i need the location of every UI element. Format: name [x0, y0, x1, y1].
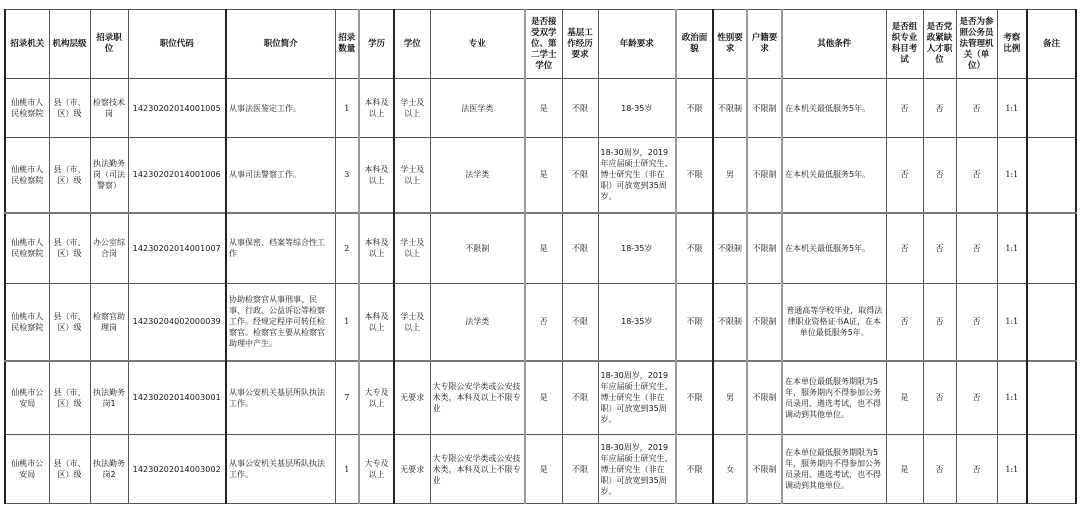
cell-agency: 仙桃市人民检察院 — [5, 138, 49, 213]
cell-double-degree: 是 — [525, 361, 562, 435]
header-row — [5, 10, 1076, 79]
cell-exam: 否 — [886, 79, 923, 138]
cell-position: 检察官助理岗 — [90, 284, 128, 361]
cell-position: 办公室综合岗 — [90, 213, 128, 284]
cell-level: 县（市、区）级 — [49, 79, 90, 138]
cell-double-degree: 是 — [525, 138, 562, 213]
cell-position: 执法勤务岗（司法警察） — [90, 138, 128, 213]
cell-hukou: 不限制 — [747, 138, 782, 213]
table-row — [5, 361, 1076, 435]
cell-political: 不限 — [676, 213, 713, 284]
cell-exam: 是 — [886, 361, 923, 435]
header-agency: 招录机关 — [5, 10, 49, 79]
cell-degree: 学士及以上 — [394, 284, 430, 361]
cell-education: 大专及以上 — [359, 435, 394, 504]
cell-degree: 无要求 — [394, 361, 430, 435]
cell-code: 14230202014001007 — [128, 213, 226, 284]
cell-double-degree: 否 — [525, 284, 562, 361]
cell-level: 县（市、区）级 — [49, 361, 90, 435]
cell-remarks — [1027, 213, 1076, 284]
cell-other: 在本机关最低服务5年。 — [782, 138, 886, 213]
cell-ratio: 1:1 — [997, 361, 1027, 435]
cell-double-degree: 是 — [525, 79, 562, 138]
header-count: 招录数量 — [335, 10, 359, 79]
cell-civil-servant-law: 否 — [956, 138, 997, 213]
cell-agency: 仙桃市人民检察院 — [5, 213, 49, 284]
cell-grassroots: 不限 — [562, 138, 598, 213]
cell-gender: 男 — [713, 138, 747, 213]
table-row — [5, 213, 1076, 284]
cell-description: 从事公安机关基层所队执法工作。 — [226, 361, 335, 435]
cell-description: 协助检察官从事刑事、民事、行政、公益诉讼等检察工作。经规定程序可转任检察官。检察官主要从检察官助理中产生。 — [226, 284, 335, 361]
header-ratio: 考察比例 — [997, 10, 1027, 79]
header-age: 年龄要求 — [598, 10, 676, 79]
cell-description: 从事法医鉴定工作。 — [226, 79, 335, 138]
cell-remarks — [1027, 435, 1076, 504]
cell-age: 18-30周岁，2019年应届硕士研究生、博士研究生（非在职）可放宽到35周岁。 — [598, 138, 676, 213]
cell-agency: 仙桃市公安局 — [5, 361, 49, 435]
cell-grassroots: 不限 — [562, 284, 598, 361]
cell-gender: 不限制 — [713, 284, 747, 361]
cell-degree: 无要求 — [394, 435, 430, 504]
cell-code: 14230202014003001 — [128, 361, 226, 435]
cell-grassroots: 不限 — [562, 79, 598, 138]
cell-education: 本科及以上 — [359, 79, 394, 138]
cell-degree: 学士及以上 — [394, 213, 430, 284]
header-hukou: 户籍要求 — [747, 10, 782, 79]
cell-count: 2 — [335, 213, 359, 284]
header-double-degree: 是否接受双学位、第二学士学位 — [525, 10, 562, 79]
cell-hukou: 不限制 — [747, 213, 782, 284]
cell-code: 14230202014003002 — [128, 435, 226, 504]
cell-education: 本科及以上 — [359, 138, 394, 213]
header-code: 职位代码 — [128, 10, 226, 79]
cell-exam: 是 — [886, 435, 923, 504]
table-row — [5, 138, 1076, 213]
header-civil-servant-law: 是否为参照公务员法管理机关（单位） — [956, 10, 997, 79]
header-major: 专业 — [430, 10, 525, 79]
cell-political: 不限 — [676, 138, 713, 213]
cell-gender: 不限制 — [713, 79, 747, 138]
cell-civil-servant-law: 否 — [956, 284, 997, 361]
cell-age: 18-35岁 — [598, 284, 676, 361]
table-row — [5, 435, 1076, 504]
cell-count: 1 — [335, 79, 359, 138]
cell-exam: 否 — [886, 138, 923, 213]
cell-ratio: 1:1 — [997, 79, 1027, 138]
recruitment-table — [4, 9, 1077, 504]
cell-age: 18-30周岁，2019年应届硕士研究生、博士研究生（非在职）可放宽到35周岁。 — [598, 435, 676, 504]
cell-position: 执法勤务岗1 — [90, 361, 128, 435]
header-gender: 性别要求 — [713, 10, 747, 79]
cell-agency: 仙桃市人民检察院 — [5, 284, 49, 361]
cell-level: 县（市、区）级 — [49, 138, 90, 213]
cell-civil-servant-law: 否 — [956, 213, 997, 284]
cell-ratio: 1:1 — [997, 435, 1027, 504]
header-exam: 是否组织专业科目考试 — [886, 10, 923, 79]
cell-ratio: 1:1 — [997, 213, 1027, 284]
cell-shortage: 否 — [923, 284, 956, 361]
cell-other: 在本单位最低服务期限为5年，服务期内不得参加公务员录用、遴选考试，也不得调动到其他单位。 — [782, 435, 886, 504]
cell-education: 本科及以上 — [359, 284, 394, 361]
cell-gender: 不限制 — [713, 213, 747, 284]
header-grassroots: 基层工作经历要求 — [562, 10, 598, 79]
header-position: 招录职位 — [90, 10, 128, 79]
cell-description: 从事司法警察工作。 — [226, 138, 335, 213]
cell-hukou: 不限制 — [747, 361, 782, 435]
header-description: 职位简介 — [226, 10, 335, 79]
cell-other: 在本机关最低服务5年。 — [782, 79, 886, 138]
cell-major: 不限制 — [430, 213, 525, 284]
cell-gender: 女 — [713, 435, 747, 504]
cell-double-degree: 是 — [525, 213, 562, 284]
cell-description: 从事保密、档案等综合性工作 — [226, 213, 335, 284]
cell-shortage: 否 — [923, 435, 956, 504]
header-political: 政治面貌 — [676, 10, 713, 79]
cell-other: 在本单位最低服务期限为5年，服务期内不得参加公务员录用、遴选考试，也不得调动到其他单位。 — [782, 361, 886, 435]
header-education: 学历 — [359, 10, 394, 79]
cell-exam: 否 — [886, 213, 923, 284]
cell-hukou: 不限制 — [747, 435, 782, 504]
cell-count: 3 — [335, 138, 359, 213]
cell-shortage: 否 — [923, 79, 956, 138]
cell-education: 大专及以上 — [359, 361, 394, 435]
cell-grassroots: 不限 — [562, 213, 598, 284]
cell-count: 1 — [335, 435, 359, 504]
cell-agency: 仙桃市公安局 — [5, 435, 49, 504]
cell-level: 县（市、区）级 — [49, 213, 90, 284]
table-row — [5, 79, 1076, 138]
cell-shortage: 否 — [923, 138, 956, 213]
cell-code: 14230202014001005 — [128, 79, 226, 138]
cell-count: 1 — [335, 284, 359, 361]
cell-civil-servant-law: 否 — [956, 79, 997, 138]
cell-other: 普通高等学校毕业，取得法律职业资格证书A证，在本单位最低服务5年。 — [782, 284, 886, 361]
cell-major: 大专限公安学类或公安技术类，本科及以上不限专业 — [430, 435, 525, 504]
cell-degree: 学士及以上 — [394, 138, 430, 213]
cell-civil-servant-law: 否 — [956, 435, 997, 504]
cell-degree: 学士及以上 — [394, 79, 430, 138]
cell-major: 大专限公安学类或公安技术类，本科及以上不限专业 — [430, 361, 525, 435]
cell-major: 法学类 — [430, 284, 525, 361]
cell-hukou: 不限制 — [747, 284, 782, 361]
cell-remarks — [1027, 361, 1076, 435]
cell-ratio: 1:1 — [997, 284, 1027, 361]
cell-civil-servant-law: 否 — [956, 361, 997, 435]
header-other: 其他条件 — [782, 10, 886, 79]
cell-remarks — [1027, 79, 1076, 138]
cell-agency: 仙桃市人民检察院 — [5, 79, 49, 138]
cell-level: 县（市、区）级 — [49, 435, 90, 504]
cell-code: 14230202014001006 — [128, 138, 226, 213]
cell-gender: 男 — [713, 361, 747, 435]
cell-age: 18-30周岁，2019年应届硕士研究生、博士研究生（非在职）可放宽到35周岁。 — [598, 361, 676, 435]
cell-hukou: 不限制 — [747, 79, 782, 138]
cell-political: 不限 — [676, 79, 713, 138]
cell-position: 执法勤务岗2 — [90, 435, 128, 504]
cell-education: 本科及以上 — [359, 213, 394, 284]
header-level: 机构层级 — [49, 10, 90, 79]
cell-political: 不限 — [676, 435, 713, 504]
cell-shortage: 否 — [923, 213, 956, 284]
cell-position: 检察技术岗 — [90, 79, 128, 138]
cell-political: 不限 — [676, 361, 713, 435]
cell-grassroots: 不限 — [562, 361, 598, 435]
cell-level: 县（市、区）级 — [49, 284, 90, 361]
header-shortage: 是否党政紧缺人才职位 — [923, 10, 956, 79]
table-row — [5, 284, 1076, 361]
header-remarks: 备注 — [1027, 10, 1076, 79]
header-degree: 学位 — [394, 10, 430, 79]
cell-exam: 否 — [886, 284, 923, 361]
cell-age: 18-35岁 — [598, 213, 676, 284]
cell-major: 法学类 — [430, 138, 525, 213]
cell-remarks — [1027, 138, 1076, 213]
cell-grassroots: 不限 — [562, 435, 598, 504]
cell-description: 从事公安机关基层所队执法工作。 — [226, 435, 335, 504]
cell-major: 法医学类 — [430, 79, 525, 138]
cell-shortage: 否 — [923, 361, 956, 435]
cell-ratio: 1:1 — [997, 138, 1027, 213]
cell-double-degree: 是 — [525, 435, 562, 504]
cell-count: 7 — [335, 361, 359, 435]
cell-political: 不限 — [676, 284, 713, 361]
cell-age: 18-35岁 — [598, 79, 676, 138]
cell-remarks — [1027, 284, 1076, 361]
cell-other: 在本机关最低服务5年。 — [782, 213, 886, 284]
cell-code: 14230204002000039 — [128, 284, 226, 361]
